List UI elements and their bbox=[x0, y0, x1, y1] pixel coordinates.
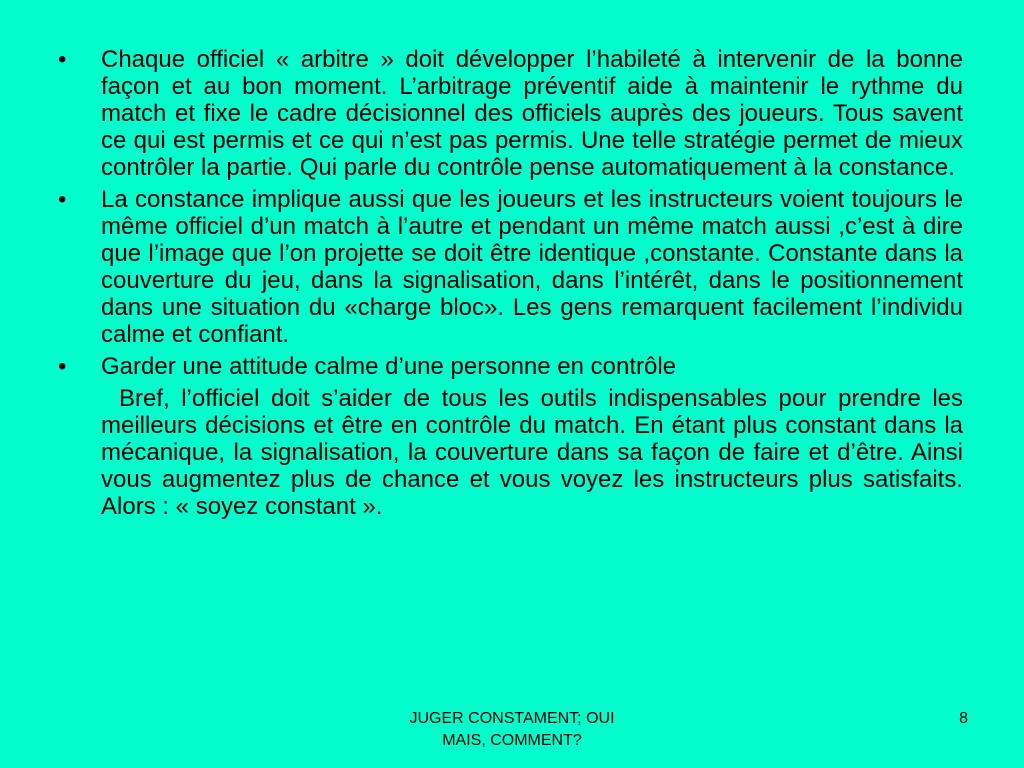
bullet-text: Garder une attitude calme d’une personne en contrôle bbox=[101, 353, 677, 380]
bullet-item bbox=[58, 186, 963, 348]
page-number: 8 bbox=[959, 710, 968, 727]
bullet-icon: • bbox=[58, 186, 67, 213]
footer-title-line-1: JUGER CONSTAMENT; OUI bbox=[409, 710, 615, 727]
footer-title-line-2: MAIS, COMMENT? bbox=[442, 732, 582, 749]
bullet-item bbox=[58, 353, 963, 380]
slide-content bbox=[58, 46, 963, 520]
bullet-icon: • bbox=[58, 353, 67, 380]
bullet-icon: • bbox=[58, 46, 67, 73]
footer-title bbox=[362, 708, 662, 752]
bullet-text: La constance implique aussi que les joueurs et les instructeurs voient toujours le même officiel d’un match à l’autre et pendant un même match aussi ,c’est à dire que l’image que l’on projette se doit être identique ,constante. Constante dans la couverture du jeu, dans la signalisation, dans l’intérêt, dans le positionnement dans une situation du «charge bloc». Les gens remarquent facilement l’individu calme et confiant. bbox=[101, 186, 963, 348]
bullet-item bbox=[58, 46, 963, 181]
bullet-list bbox=[58, 46, 963, 380]
conclusion-paragraph: Bref, l’officiel doit s’aider de tous les outils indispensables pour prendre les meilleurs décisions et être en contrôle du match. En étant plus constant dans la mécanique, la signalisation, la couverture dans sa façon de faire et d’être. Ainsi vous augmentez plus de chance et vous voyez les instructeurs plus satisfaits. Alors : « soyez constant ». bbox=[101, 385, 963, 520]
bullet-text: Chaque officiel « arbitre » doit développer l’habileté à intervenir de la bonne façon et au bon moment. L’arbitrage préventif aide à maintenir le rythme du match et fixe le cadre décisionnel des officiels auprès des joueurs. Tous savent ce qui est permis et ce qui n’est pas permis. Une telle stratégie permet de mieux contrôler la partie. Qui parle du contrôle pense automatiquement à la constance. bbox=[101, 46, 963, 181]
